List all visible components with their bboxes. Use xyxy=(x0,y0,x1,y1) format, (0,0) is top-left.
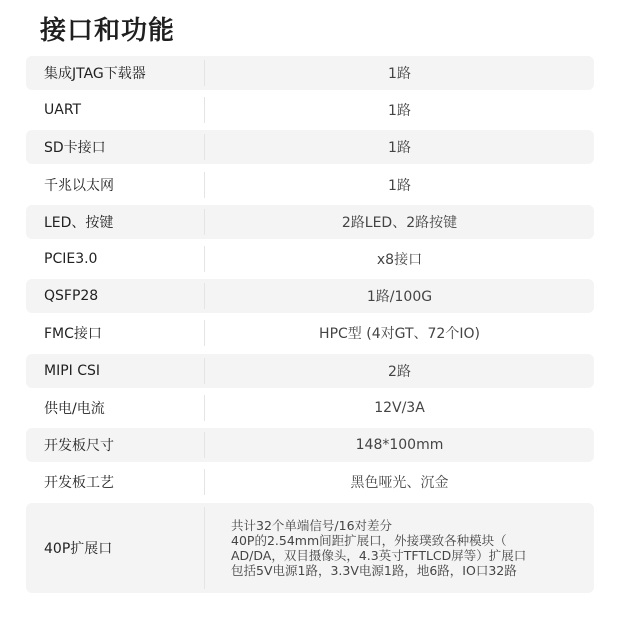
spec-row-jtag xyxy=(26,56,594,90)
expansion-line: 包括5V电源1路，3.3V电源1路，地6路，IO口32路 xyxy=(231,563,517,579)
spec-row-expansion-port xyxy=(26,503,594,593)
spec-row-power xyxy=(26,391,594,425)
spec-value: 1路 xyxy=(388,66,411,82)
spec-row-qsfp28 xyxy=(26,279,594,313)
expansion-line: AD/DA，双目摄像头，4.3英寸TFTLCD屏等）扩展口 xyxy=(231,548,527,564)
spec-row-pcie xyxy=(26,242,594,276)
expansion-description xyxy=(205,518,594,578)
spec-table xyxy=(26,56,594,596)
spec-label: SD卡接口 xyxy=(44,140,106,157)
spec-label: 开发板尺寸 xyxy=(44,437,114,454)
spec-label: 集成JTAG下载器 xyxy=(44,66,146,82)
spec-value: 1路 xyxy=(388,140,411,157)
page-title: 接口和功能 xyxy=(40,16,176,46)
spec-label: FMC接口 xyxy=(44,326,102,343)
spec-value: 2路 xyxy=(388,363,411,380)
spec-value: 黑色哑光、沉金 xyxy=(350,475,449,492)
spec-value: 148*100mm xyxy=(355,436,444,453)
expansion-line: 共计32个单端信号/16对差分 xyxy=(231,518,393,534)
spec-row-led-keys xyxy=(26,205,594,239)
spec-row-mipi-csi xyxy=(26,354,594,388)
spec-value: 2路LED、2路按键 xyxy=(341,214,458,231)
spec-label: 开发板工艺 xyxy=(44,475,114,492)
spec-row-board-size xyxy=(26,428,594,462)
spec-value: 12V/3A xyxy=(374,399,425,416)
spec-value: 1路/100G xyxy=(366,289,433,306)
spec-row-fmc xyxy=(26,316,594,350)
spec-value: 1路 xyxy=(388,177,411,194)
spec-label: MIPI CSI xyxy=(44,362,101,379)
expansion-line: 40P的2.54mm间距扩展口，外接璞致各种模块（ xyxy=(231,533,507,549)
spec-label: PCIE3.0 xyxy=(44,250,98,267)
spec-label: 供电/电流 xyxy=(44,400,105,417)
spec-row-board-finish xyxy=(26,465,594,499)
spec-row-sd-card xyxy=(26,130,594,164)
spec-label: 40P扩展口 xyxy=(44,541,113,558)
spec-label: UART xyxy=(44,102,82,119)
spec-label: LED、按键 xyxy=(44,214,114,231)
spec-value: HPC型 (4对GT、72个IO) xyxy=(319,326,480,343)
spec-row-uart xyxy=(26,93,594,127)
spec-label: QSFP28 xyxy=(44,288,99,305)
spec-row-ethernet xyxy=(26,168,594,202)
spec-value: x8接口 xyxy=(376,251,423,268)
spec-label: 千兆以太网 xyxy=(44,177,114,194)
spec-value: 1路 xyxy=(388,103,411,120)
